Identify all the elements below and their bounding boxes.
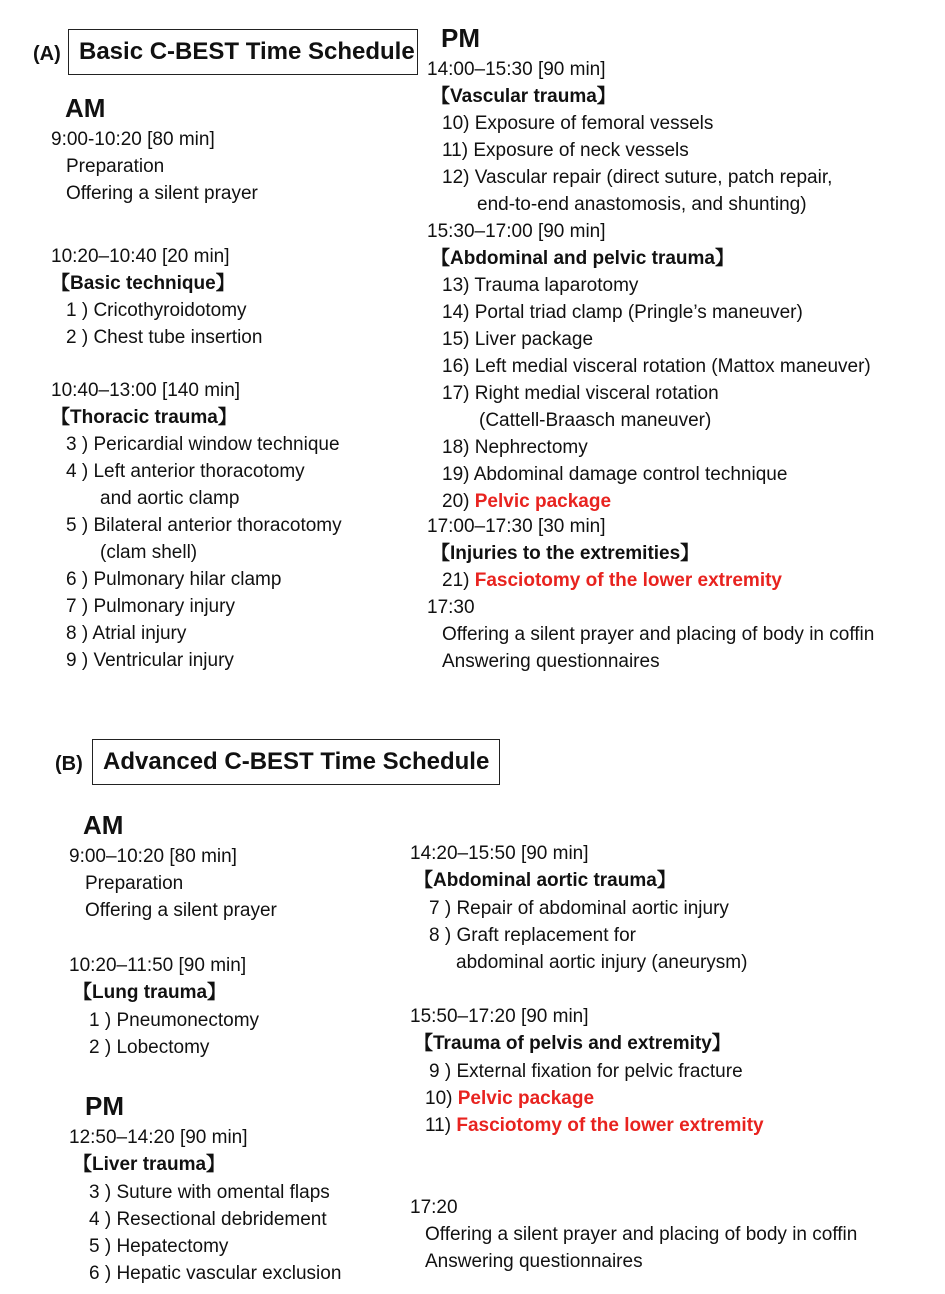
schedule-item: [425, 1085, 594, 1112]
topic-heading: 【Injuries to the extremities】: [431, 543, 700, 564]
highlighted-item: Pelvic package: [474, 491, 612, 512]
time-slot: 9:00–10:20 [80 min]: [69, 846, 237, 867]
topic-heading: 【Liver trauma】: [73, 1154, 226, 1175]
time-slot: 17:20: [410, 1197, 458, 1218]
schedule-item: 9 ) Ventricular injury: [66, 650, 234, 671]
schedule-item: 1 ) Pneumonectomy: [89, 1010, 260, 1031]
schedule-item-continuation: end-to-end anastomosis, and shunting): [477, 194, 807, 215]
time-slot: 10:20–10:40 [20 min]: [51, 246, 230, 267]
schedule-item: Answering questionnaires: [425, 1251, 643, 1272]
schedule-item: 15) Liver package: [442, 329, 594, 350]
schedule-item: 4 ) Resectional debridement: [89, 1209, 327, 1230]
schedule-item: Offering a silent prayer: [85, 900, 277, 921]
topic-heading: 【Vascular trauma】: [431, 86, 616, 107]
schedule-item: 6 ) Pulmonary hilar clamp: [66, 569, 282, 590]
schedule-item-continuation: abdominal aortic injury (aneurysm): [456, 952, 748, 973]
topic-heading: 【Thoracic trauma】: [51, 407, 237, 428]
topic-heading: 【Abdominal and pelvic trauma】: [431, 248, 734, 269]
schedule-item-continuation: (Cattell-Braasch maneuver): [479, 410, 712, 431]
topic-heading: 【Lung trauma】: [73, 982, 227, 1003]
schedule-item: 1 ) Cricothyroidotomy: [66, 300, 247, 321]
schedule-item: 3 ) Suture with omental flaps: [89, 1182, 330, 1203]
schedule-item: Preparation: [85, 873, 184, 894]
schedule-item: 12) Vascular repair (direct suture, patch repair,: [442, 167, 833, 188]
time-slot: 15:50–17:20 [90 min]: [410, 1006, 589, 1027]
section-b-title: Advanced C-BEST Time Schedule: [92, 739, 500, 785]
highlighted-item: Fasciotomy of the lower extremity: [456, 1115, 764, 1136]
time-slot: 10:40–13:00 [140 min]: [51, 380, 241, 401]
item-number: 21): [442, 570, 470, 591]
time-slot: 14:00–15:30 [90 min]: [427, 59, 606, 80]
schedule-item: 7 ) Pulmonary injury: [66, 596, 235, 617]
time-slot: 9:00-10:20 [80 min]: [51, 129, 215, 150]
time-slot: 10:20–11:50 [90 min]: [69, 955, 247, 976]
topic-heading: 【Abdominal aortic trauma】: [414, 870, 676, 891]
schedule-item-continuation: and aortic clamp: [100, 488, 240, 509]
section-a-label: (A): [33, 43, 61, 65]
time-slot: 17:00–17:30 [30 min]: [427, 516, 606, 537]
time-slot: 12:50–14:20 [90 min]: [69, 1127, 248, 1148]
item-number: 20): [442, 491, 470, 512]
schedule-item: 3 ) Pericardial window technique: [66, 434, 340, 455]
schedule-item: 16) Left medial visceral rotation (Mattox maneuver): [442, 356, 871, 377]
schedule-item: 8 ) Graft replacement for: [429, 925, 636, 946]
schedule-item: 5 ) Hepatectomy: [89, 1236, 229, 1257]
schedule-item: 13) Trauma laparotomy: [442, 275, 639, 296]
schedule-item: 4 ) Left anterior thoracotomy: [66, 461, 305, 482]
schedule-item: Offering a silent prayer and placing of body in coffin: [442, 624, 875, 645]
schedule-item: 5 ) Bilateral anterior thoracotomy: [66, 515, 342, 536]
schedule-item: 17) Right medial visceral rotation: [442, 383, 719, 404]
schedule-item: Offering a silent prayer and placing of body in coffin: [425, 1224, 858, 1245]
time-slot: 15:30–17:00 [90 min]: [427, 221, 606, 242]
schedule-item: 11) Exposure of neck vessels: [442, 140, 689, 161]
schedule-item: [442, 488, 611, 515]
schedule-item: 18) Nephrectomy: [442, 437, 588, 458]
time-slot: 14:20–15:50 [90 min]: [410, 843, 589, 864]
item-number: 10): [425, 1088, 453, 1109]
schedule-item: [442, 567, 782, 594]
schedule-item: Offering a silent prayer: [66, 183, 258, 204]
topic-heading: 【Trauma of pelvis and extremity】: [414, 1033, 731, 1054]
highlighted-item: Pelvic package: [457, 1088, 595, 1109]
schedule-item: 2 ) Lobectomy: [89, 1037, 210, 1058]
item-number: 11): [425, 1115, 452, 1136]
schedule-item: 7 ) Repair of abdominal aortic injury: [429, 898, 729, 919]
schedule-item: 6 ) Hepatic vascular exclusion: [89, 1263, 342, 1284]
section-b-pm-heading: PM: [85, 1091, 124, 1121]
schedule-item: [425, 1112, 764, 1139]
section-a-title: Basic C-BEST Time Schedule: [68, 29, 418, 75]
schedule-item-continuation: (clam shell): [100, 542, 198, 563]
schedule-item: 2 ) Chest tube insertion: [66, 327, 263, 348]
schedule-item: 19) Abdominal damage control technique: [442, 464, 788, 485]
schedule-item: 10) Exposure of femoral vessels: [442, 113, 714, 134]
schedule-item: 8 ) Atrial injury: [66, 623, 187, 644]
section-b-label: (B): [55, 753, 83, 775]
time-slot: 17:30: [427, 597, 475, 618]
section-a-pm-heading: PM: [441, 23, 480, 53]
topic-heading: 【Basic technique】: [51, 273, 235, 294]
schedule-item: Answering questionnaires: [442, 651, 660, 672]
section-a-am-heading: AM: [65, 93, 106, 123]
schedule-item: 14) Portal triad clamp (Pringle’s maneuver): [442, 302, 803, 323]
section-b-am-heading: AM: [83, 810, 124, 840]
schedule-item: Preparation: [66, 156, 165, 177]
highlighted-item: Fasciotomy of the lower extremity: [474, 570, 782, 591]
schedule-item: 9 ) External fixation for pelvic fracture: [429, 1061, 743, 1082]
